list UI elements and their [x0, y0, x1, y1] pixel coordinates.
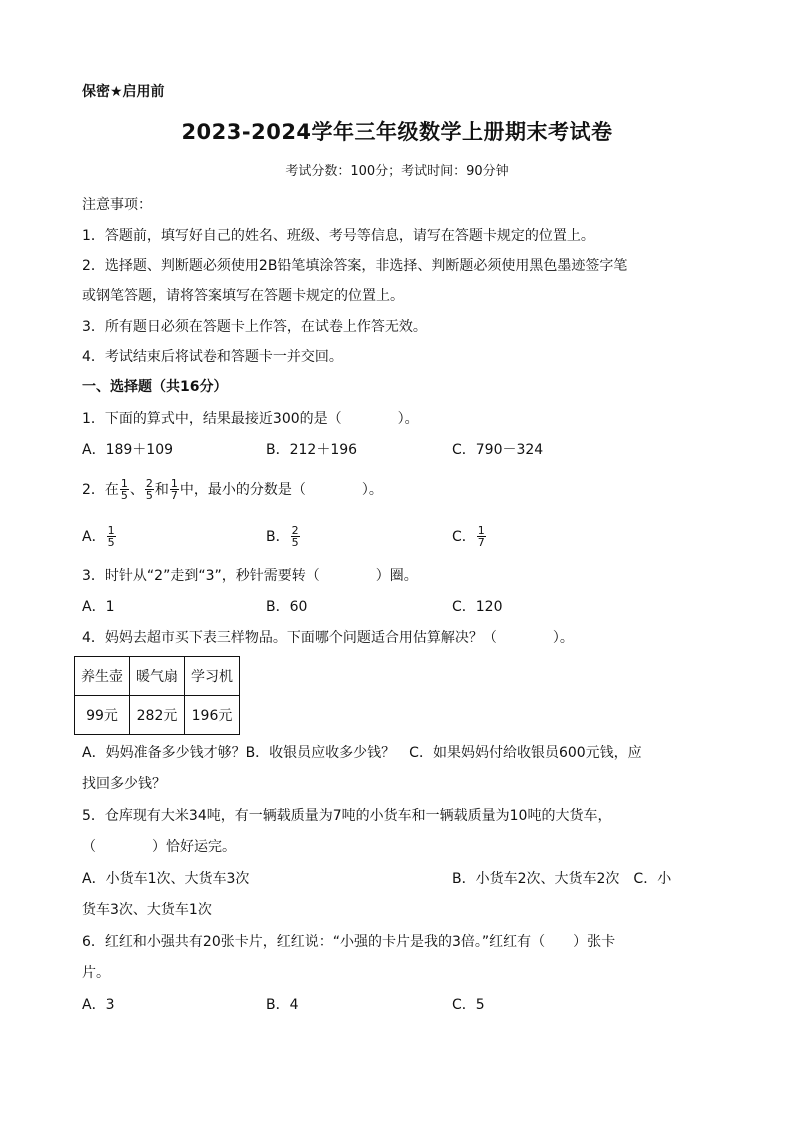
- question-2-suffix: 中，最小的分数是（ ）。: [179, 482, 383, 498]
- confidential-label: 保密★启用前: [82, 84, 165, 100]
- question-1-option-a: A．189＋109: [82, 442, 174, 458]
- exam-info: 考试分数：100分；考试时间：90分钟: [285, 164, 509, 179]
- question-2-prefix: 2．在: [82, 482, 119, 498]
- question-2-stem: 2．在 $\frac{1}{5}$ 、 $\frac{2}{5}$ 和 $\frac{1}{7}$ 中，最小的分数是（ ）。: [82, 476, 383, 502]
- question-4-options: A．妈妈准备多少钱才够？B．收银员应收多少钱？ C．如果妈妈付给收银员600元钱，应: [82, 745, 642, 761]
- question-5-option-c: 货车3次、大货车1次: [82, 902, 212, 918]
- question-5-stem: 5．仓库现有大米34吨，有一辆载质量为7吨的小货车和一辆载质量为10吨的大货车，: [82, 808, 612, 824]
- question-4-options-cont: 找回多少钱？: [82, 776, 166, 792]
- table-cell: 196元: [185, 696, 240, 735]
- table-cell: 282元: [130, 696, 185, 735]
- note-item: 3．所有题日必须在答题卡上作答，在试卷上作答无效。: [82, 319, 427, 335]
- question-2-option-c: C． $\frac{1}{7}$: [452, 523, 485, 549]
- table-header-cell: 学习机: [185, 657, 240, 696]
- notes-heading: 注意事项：: [82, 197, 152, 213]
- note-item: 2．选择题、判断题必须使用2B铅笔填涂答案，非选择、判断题必须使用黑色墨迹签字笔: [82, 258, 628, 274]
- fraction: $\frac{1}{7}$: [170, 476, 178, 502]
- goods-table: [74, 656, 240, 735]
- fraction: $\frac{2}{5}$: [291, 523, 299, 549]
- question-4-stem: 4．妈妈去超市买下表三样物品。下面哪个问题适合用估算解决？（ ）。: [82, 630, 574, 646]
- question-6-stem: 6．红红和小强共有20张卡片，红红说：“小强的卡片是我的3倍。”红红有（ ）张卡: [82, 934, 616, 950]
- fraction: $\frac{1}{5}$: [120, 476, 128, 502]
- question-2-option-b: B． $\frac{2}{5}$: [266, 523, 299, 549]
- question-6-option-a: A．3: [82, 997, 115, 1013]
- note-item: 1．答题前，填写好自己的姓名、班级、考号等信息，请写在答题卡规定的位置上。: [82, 228, 595, 244]
- question-6-option-b: B．4: [266, 997, 299, 1013]
- table-cell: 99元: [75, 696, 130, 735]
- question-6-option-c: C．5: [452, 997, 485, 1013]
- note-item: 4．考试结束后将试卷和答题卡一并交回。: [82, 349, 343, 365]
- fraction: $\frac{1}{5}$: [107, 523, 115, 549]
- question-1-stem: 1．下面的算式中，结果最接近300的是（ ）。: [82, 411, 419, 427]
- question-5-stem-cont: （ ）恰好运完。: [82, 839, 236, 855]
- question-1-option-c: C．790－324: [452, 442, 544, 458]
- question-6-stem-cont: 片。: [82, 965, 110, 981]
- section-title: 一、选择题（共16分）: [82, 379, 228, 395]
- question-5-option-b: B．小货车2次、大货车2次 C．小: [452, 871, 672, 887]
- question-3-option-b: B．60: [266, 599, 308, 615]
- question-5-option-a: A．小货车1次、大货车3次: [82, 871, 250, 887]
- table-row: [75, 657, 240, 696]
- table-header-cell: 暖气扇: [130, 657, 185, 696]
- table-row: [75, 696, 240, 735]
- table-header-cell: 养生壶: [75, 657, 130, 696]
- question-3-option-c: C．120: [452, 599, 503, 615]
- fraction: $\frac{2}{5}$: [145, 476, 153, 502]
- page-title: 2023-2024学年三年级数学上册期末考试卷: [181, 120, 613, 144]
- question-3-stem: 3．时针从“2”走到“3”，秒针需要转（ ）圈。: [82, 568, 418, 584]
- note-item: 或钢笔答题，请将答案填写在答题卡规定的位置上。: [82, 288, 404, 304]
- question-2-option-a: A． $\frac{1}{5}$: [82, 523, 115, 549]
- fraction: $\frac{1}{7}$: [477, 523, 485, 549]
- question-3-option-a: A．1: [82, 599, 115, 615]
- question-1-option-b: B．212＋196: [266, 442, 358, 458]
